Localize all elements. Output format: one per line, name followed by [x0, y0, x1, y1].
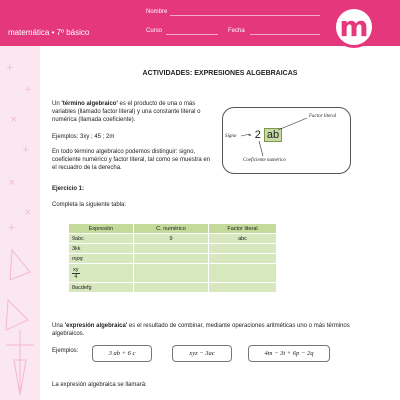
course-field-label: Curso [146, 28, 163, 34]
svg-text:×: × [10, 115, 18, 125]
example-expression-box: 4m − 3t + 6p − 2q [248, 345, 330, 362]
term-definition: Un 'término algebraico' es el producto de una o más variables (llamado factor literal) y una constante literal o numérica (llamada coeficiente). [52, 101, 201, 123]
diagram-arrows [223, 108, 352, 175]
coefficient-input-cell[interactable] [134, 244, 209, 254]
expression-cell: 8acdefg [69, 283, 134, 293]
terms-table [68, 223, 277, 293]
fraction-expression [72, 267, 80, 280]
literal-input-cell[interactable] [209, 254, 277, 264]
left-margin [0, 0, 40, 400]
expression-definition: Una 'expresión algebraica' es el resultado de combinar, mediante operaciones aritméticas uno o más términos algebraicos. [52, 323, 350, 337]
svg-text:+: + [22, 145, 30, 155]
fraction-denominator: 4 [74, 273, 78, 280]
date-field-label: Fecha [228, 28, 245, 34]
sign-label: Signo [225, 134, 237, 139]
term-parts-diagram [222, 107, 351, 174]
column-header: Expresión [69, 224, 134, 234]
literal-input-cell[interactable] [209, 283, 277, 293]
table-row [69, 234, 277, 244]
table-row [69, 283, 277, 293]
name-field-line[interactable] [170, 15, 320, 16]
literal-factor-label: Factor literal [309, 114, 337, 119]
example-expression-box: 3 ab + 6 c [92, 345, 152, 362]
term-examples: Ejemplos: 3xy ; 45 ; 2m [52, 134, 115, 140]
geometry-decoration [0, 0, 40, 400]
expression-cell [69, 264, 134, 283]
table-row [69, 244, 277, 254]
literal-input-cell[interactable] [209, 264, 277, 283]
expression-cell: mpq [69, 254, 134, 264]
example-expression-box: xyz − 3ac [172, 345, 232, 362]
coefficient-label: Coeficiente numérico [243, 158, 286, 163]
svg-text:×: × [24, 208, 32, 218]
expression-cell: 9abc [69, 234, 134, 244]
page-title: ACTIVIDADES: EXPRESIONES ALGEBRAICAS [142, 70, 298, 77]
course-field-line[interactable] [166, 34, 218, 35]
literal-factor-value: ab [264, 128, 282, 142]
logo [333, 6, 375, 48]
literal-input-cell[interactable] [209, 244, 277, 254]
closing-text: La expresión algebraica se llamará: [52, 382, 147, 388]
coefficient-input-cell[interactable] [134, 264, 209, 283]
name-field-label: Nombre [146, 9, 168, 15]
term-parts-paragraph: En todo término algebraico podemos distinguir: signo, coeficiente numérico y factor literal, tal como se muestra en el recuadro de la derecha. [52, 149, 211, 171]
examples-label: Ejemplos: [52, 348, 79, 354]
column-header: C. numérico [134, 224, 209, 234]
svg-text:+: + [6, 63, 14, 73]
coefficient-value: 2 [254, 129, 261, 141]
coefficient-cell: 9 [134, 234, 209, 244]
table-row [69, 264, 277, 283]
svg-text:×: × [8, 178, 16, 188]
sign-char: - [248, 129, 252, 141]
column-header: Factor literal [209, 224, 277, 234]
logo-letter: m [339, 10, 369, 43]
coefficient-input-cell[interactable] [134, 283, 209, 293]
fraction-numerator: xy [73, 266, 79, 273]
coefficient-input-cell[interactable] [134, 254, 209, 264]
svg-text:+: + [8, 223, 16, 233]
subject-label: matemática • 7º básico [8, 28, 90, 37]
literal-cell: abc [209, 234, 277, 244]
table-row [69, 254, 277, 264]
expression-cell: 3kk [69, 244, 134, 254]
exercise-heading: Ejercicio 1: [52, 186, 85, 192]
table-header-row [69, 224, 277, 234]
date-field-line[interactable] [250, 34, 320, 35]
exercise-instruction: Completa la siguiente tabla: [52, 202, 127, 208]
svg-text:+: + [24, 85, 32, 95]
